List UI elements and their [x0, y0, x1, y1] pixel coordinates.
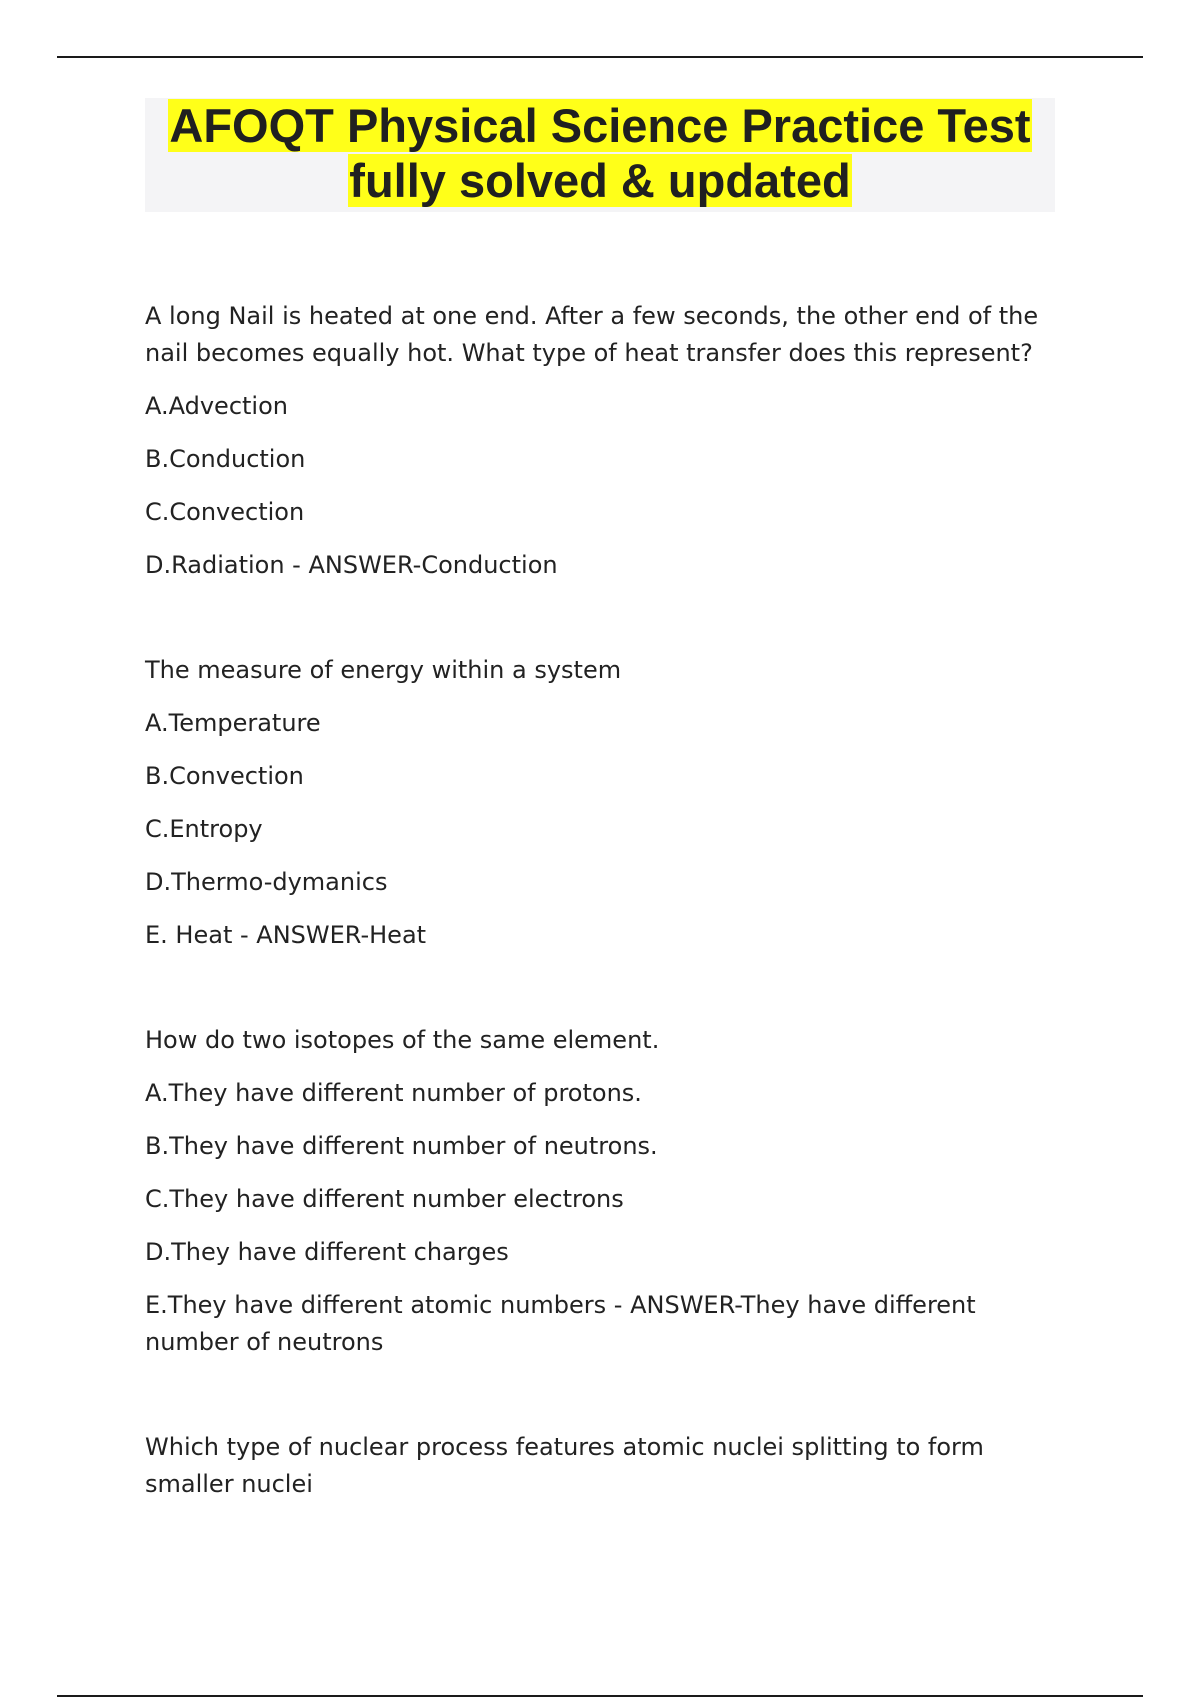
answer-option: C.Convection: [145, 498, 305, 526]
question-block: [145, 1429, 1050, 1503]
question-text: How do two isotopes of the same element.: [145, 1026, 660, 1054]
question-list: [145, 298, 1050, 1519]
question-text: Which type of nuclear process features atomic nuclei splitting to form smaller nuclei: [145, 1433, 984, 1498]
answer-option: D.They have different charges: [145, 1238, 509, 1266]
question-text: The measure of energy within a system: [145, 656, 622, 684]
answer-option: C.They have different number electrons: [145, 1185, 624, 1213]
answer-option: E.They have different atomic numbers - ANSWER-They have different number of neutrons: [145, 1291, 976, 1356]
footer-rule: [57, 1695, 1143, 1697]
answer-option: A.They have different number of protons.: [145, 1079, 642, 1107]
question-text: A long Nail is heated at one end. After a few seconds, the other end of the nail becomes equally hot. What type of heat transfer does this represent?: [145, 302, 1039, 367]
question-block: [145, 652, 1050, 954]
answer-option: E. Heat - ANSWER-Heat: [145, 921, 427, 949]
document-title: [145, 98, 1055, 212]
question-block: [145, 1022, 1050, 1361]
title-line-1: AFOQT Physical Science Practice Test: [169, 99, 1031, 152]
answer-option: C.Entropy: [145, 815, 263, 843]
answer-option: B.Convection: [145, 762, 304, 790]
title-line-2: fully solved & updated: [349, 154, 851, 207]
answer-option: B.Conduction: [145, 445, 306, 473]
question-block: [145, 298, 1050, 584]
answer-option: B.They have different number of neutrons.: [145, 1132, 658, 1160]
answer-option: A.Temperature: [145, 709, 321, 737]
answer-option: D.Thermo-dymanics: [145, 868, 388, 896]
answer-option: D.Radiation - ANSWER-Conduction: [145, 551, 558, 579]
answer-option: A.Advection: [145, 392, 288, 420]
header-rule: [57, 56, 1143, 58]
